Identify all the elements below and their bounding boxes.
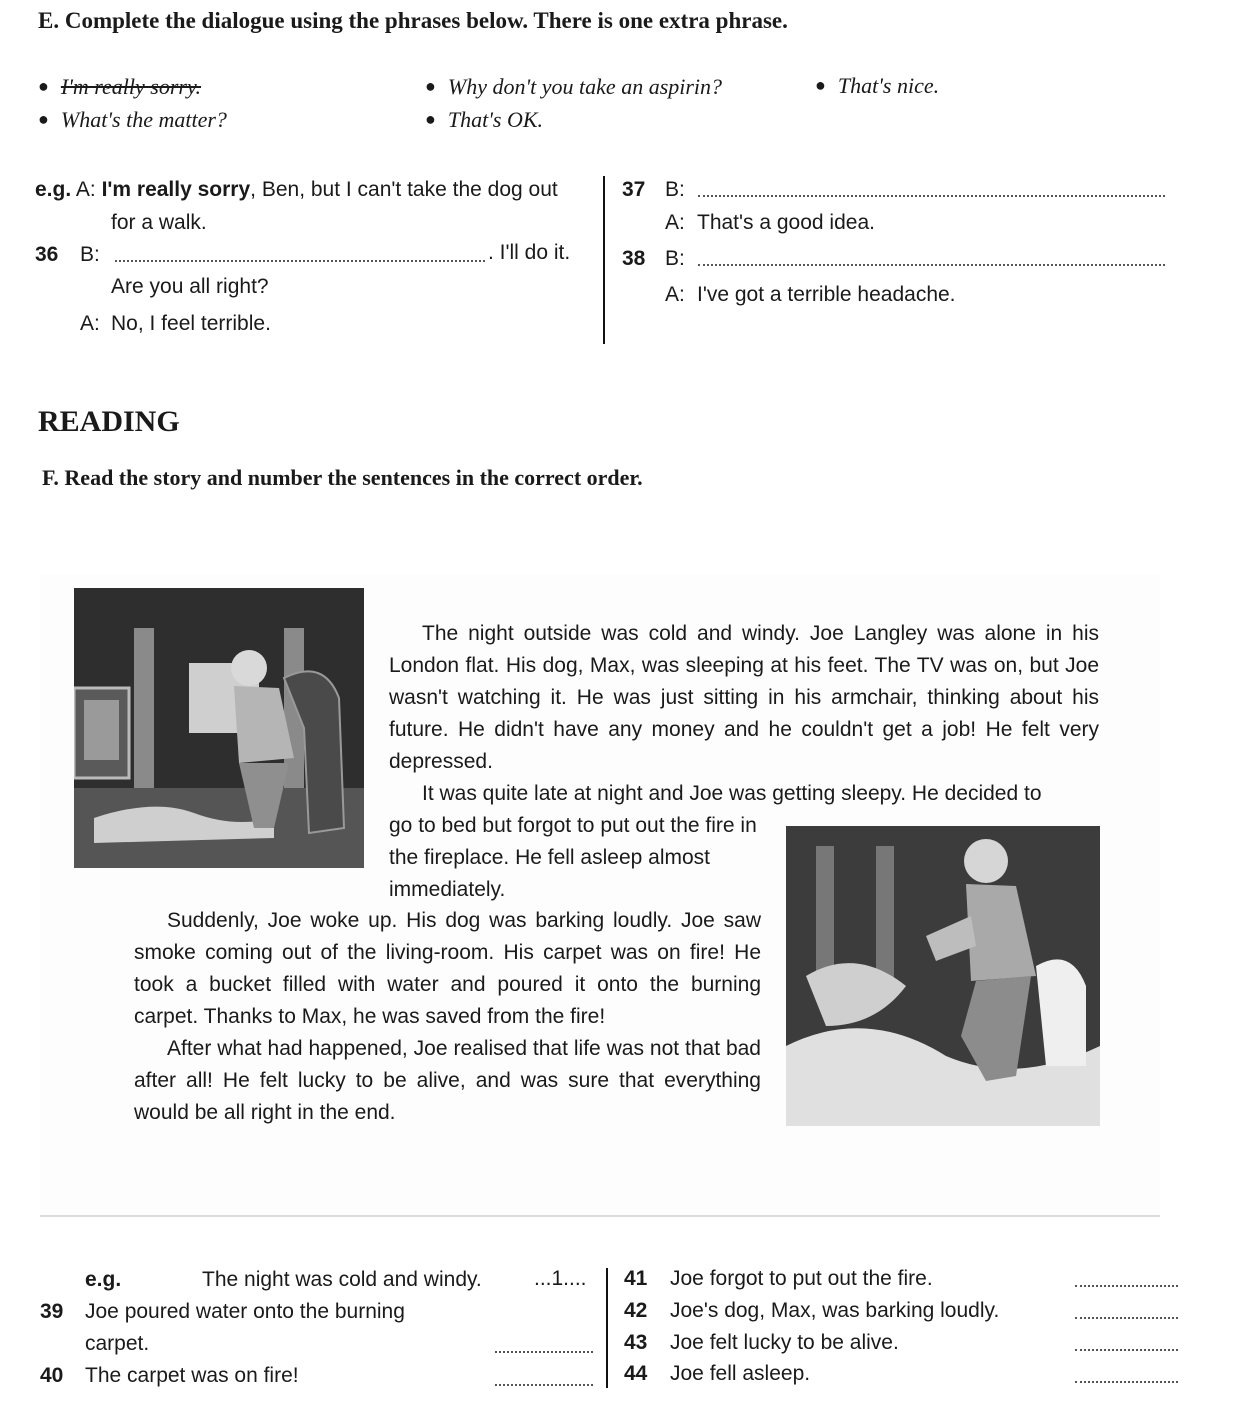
column-divider [603,176,605,344]
example-label: e.g. [35,178,72,201]
ordering-sentence: Joe poured water onto the burning [85,1300,405,1323]
speaker: A: [75,178,96,201]
bullet-icon: ● [815,75,826,95]
ordering-sentence: Joe felt lucky to be alive. [670,1331,899,1354]
ordering-sentence: Joe's dog, Max, was barking loudly. [670,1299,1000,1322]
dialogue-text: Are you all right? [111,275,269,298]
phrase-text: That's nice. [837,73,940,98]
question-number: 44 [624,1362,648,1385]
dialogue-text: That's a good idea. [697,211,875,234]
phrase-item [815,73,939,99]
answer-blank-36[interactable] [115,246,485,267]
answer-blank-38[interactable] [698,250,1165,271]
answer-blank-40[interactable] [495,1370,593,1391]
example-line-cont: for a walk. [111,211,207,234]
question-number: 40 [40,1364,64,1387]
speaker: B: [80,243,100,266]
bullet-icon: ● [38,76,49,96]
phrase-text: I'm really sorry. [60,74,202,99]
speaker: B: [665,247,685,270]
answer-blank-43[interactable] [1075,1335,1178,1356]
example-label: e.g. [85,1268,122,1291]
phrase-text: What's the matter? [60,107,227,132]
example-answer: I'm really sorry [101,178,251,201]
question-number: 42 [624,1299,648,1322]
answer-blank-39[interactable] [495,1337,593,1358]
example-text: , Ben, but I can't take the dog out [250,178,558,201]
speaker: A: [80,312,100,335]
dialogue-text: No, I feel terrible. [111,312,271,335]
bullet-icon: ● [425,109,436,129]
reading-title: READING [38,405,180,438]
question-number: 36 [35,243,59,266]
section-e-heading: E. Complete the dialogue using the phrases below. There is one extra phrase. [38,8,788,33]
illustration-fire [786,826,1100,1126]
answer-blank-41[interactable] [1075,1271,1178,1292]
phrase-item [38,107,227,133]
phrase-item [425,74,722,100]
question-number: 43 [624,1331,648,1354]
speaker: A: [665,211,685,234]
section-f-heading: F. Read the story and number the sentences in the correct order. [42,465,643,490]
phrase-text: Why don't you take an aspirin? [447,74,723,99]
example-line [35,178,558,202]
dialogue-text: . I'll do it. [488,241,571,264]
bullet-icon: ● [38,109,49,129]
phrase-text: That's OK. [447,107,544,132]
question-number: 38 [622,247,646,270]
answer-blank-37[interactable] [698,181,1165,202]
story-paragraph: The night outside was cold and windy. Joe Langley was alone in his London flat. His dog, Max, was sleeping at his feet. The TV was on, but Joe wasn't watching it. He was just sitting in his armchair, thinking about his future. He didn't have any money and he couldn't get a job! He felt very depressed. It was quite late at night and Joe was getting sleepy. He decided to [389,622,1099,805]
question-number: 37 [622,178,646,201]
answer-blank-44[interactable] [1075,1367,1178,1388]
dialogue-text: I've got a terrible headache. [697,283,956,306]
column-divider [606,1268,608,1388]
ordering-example-text: The night was cold and windy. [202,1268,482,1291]
phrase-item [38,74,201,100]
ordering-sentence: The carpet was on fire! [85,1364,299,1387]
speaker: B: [665,178,685,201]
ordering-sentence: Joe fell asleep. [670,1362,811,1385]
answer-blank-42[interactable] [1075,1303,1178,1324]
bullet-icon: ● [425,76,436,96]
illustration-armchair [74,588,364,868]
ordering-sentence-cont: carpet. [85,1332,150,1355]
speaker: A: [665,283,685,306]
ordering-sentence: Joe forgot to put out the fire. [670,1267,933,1290]
story-paragraph: Suddenly, Joe woke up. His dog was barking loudly. Joe saw smoke coming out of the living-room. His carpet was on fire! He took a bucket filled with water and poured it onto the burning carpet. Thanks to Max, he was saved from the fire! After what had happened, Joe realised that life was not that bad after all! He felt lucky to be alive, and was sure that everything would be all right in the end. [134,909,761,1124]
story-paragraph: go to bed but forgot to put out the fire in the fireplace. He fell asleep almost immediately. [389,814,757,901]
question-number: 39 [40,1300,64,1323]
phrase-item [425,107,543,133]
question-number: 41 [624,1267,648,1290]
example-answer: ...1.... [534,1267,587,1290]
